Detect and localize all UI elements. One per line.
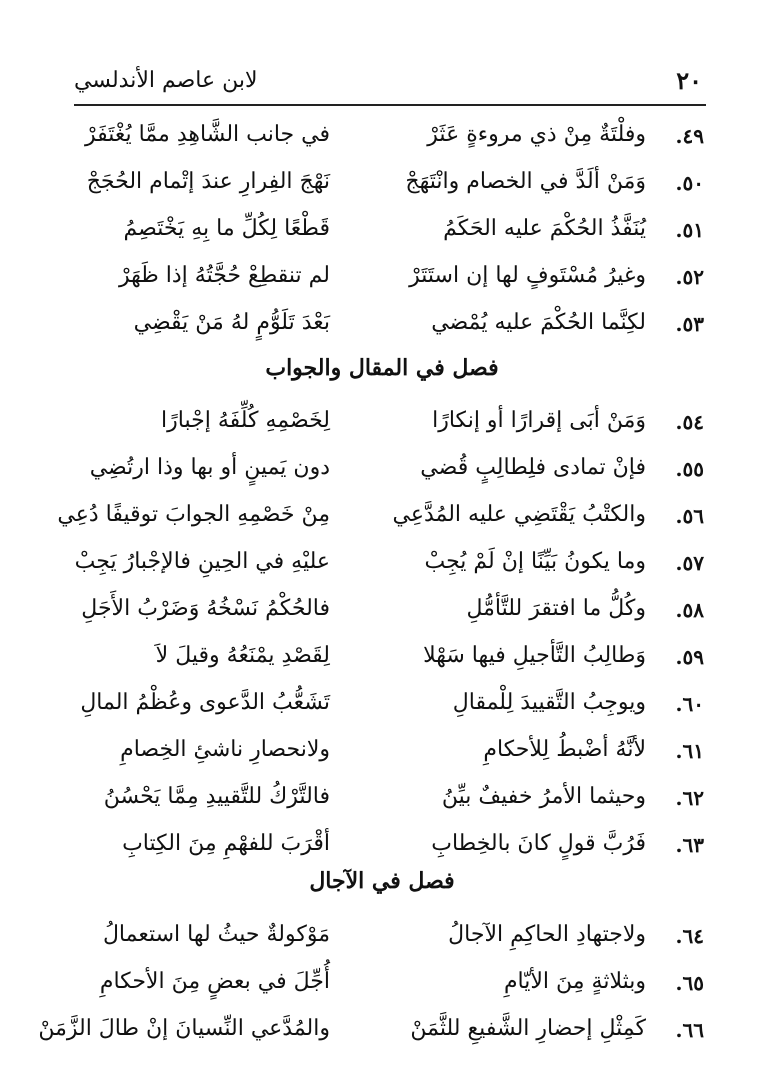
verse-number: ٦٦. [675, 1018, 704, 1042]
verse-number: ٦١. [675, 739, 704, 763]
first-hemistich: وَمَنْ أبَى إقرارًا أو إنكارًا [432, 408, 646, 433]
verse-row [0, 1012, 764, 1058]
second-hemistich: أقْرَبَ للفهْمِ مِنَ الكِتابِ [122, 831, 330, 856]
second-hemistich: لِقَصْدِ يمْنَعُهُ وقيلَ لاَ [155, 643, 330, 668]
verse-number: ٤٩. [675, 124, 704, 148]
verse-number: ٥٥. [675, 457, 704, 481]
first-hemistich: لكِنَّما الحُكْمَ عليه يُمْضي [431, 310, 646, 335]
verse-row [0, 165, 764, 211]
section-heading: فصل في المقال والجواب [265, 355, 499, 381]
first-hemistich: فَرُبَّ قولٍ كانَ بالخِطابِ [431, 831, 646, 856]
second-hemistich: تَشَعُّبُ الدَّعوى وعُظْمُ المالِ [80, 690, 330, 715]
verse-number: ٦٠. [675, 692, 704, 716]
verse-number: ٦٣. [675, 833, 704, 857]
verse-number: ٦٤. [675, 924, 704, 948]
second-hemistich: دون يَمينٍ أو بها وذا ارتُضِي [89, 455, 330, 480]
verse-row [0, 918, 764, 964]
second-hemistich: فالحُكْمُ نَسْخُهُ وَضَرْبُ الأَجَلِ [81, 596, 330, 621]
verse-number: ٥٧. [675, 551, 704, 575]
verse-row [0, 780, 764, 826]
second-hemistich: مَوْكولةٌ حيثُ لها استعمالُ [102, 922, 330, 947]
second-hemistich: نَهْجَ الفِرارِ عندَ إتْمام الحُجَجْ [86, 169, 330, 194]
verse-row [0, 212, 764, 258]
second-hemistich: والمُدَّعي النِّسيانَ إنْ طالَ الزَّمَنْ [38, 1016, 330, 1041]
page-number: ٢٠ [676, 66, 702, 95]
verse-row [0, 259, 764, 305]
first-hemistich: لأنَّهُ أضْبطُ لِلأحكامِ [483, 737, 646, 762]
first-hemistich: وحيثما الأمرُ خفيفٌ بيِّنُ [441, 784, 646, 809]
first-hemistich: فإنْ تمادى فلِطالِبٍ قُضي [420, 455, 646, 480]
first-hemistich: وفلْتَةٌ مِنْ ذي مروءةٍ عَثَرْ [427, 122, 646, 147]
second-hemistich: مِنْ خَصْمِهِ الجوابَ توقيفًا دُعِي [57, 502, 330, 527]
verse-row [0, 827, 764, 873]
verse-number: ٥٢. [675, 265, 704, 289]
verse-row [0, 965, 764, 1011]
verse-row [0, 686, 764, 732]
verse-row [0, 498, 764, 544]
second-hemistich: بَعْدَ تَلَوُّمٍ لهُ مَنْ يَقْضِي [133, 310, 330, 335]
second-hemistich: في جانب الشَّاهِدِ ممَّا يُغْتَفَرْ [85, 122, 330, 147]
running-title: لابن عاصم الأندلسي [74, 68, 258, 93]
verse-number: ٥٦. [675, 504, 704, 528]
verse-row [0, 545, 764, 591]
first-hemistich: يُنَفَّذُ الحُكْمَ عليه الحَكَمُ [443, 216, 646, 241]
verse-row [0, 639, 764, 685]
verse-number: ٥٣. [675, 312, 704, 336]
first-hemistich: وما يكونُ بَيِّنًا إنْ لَمْ يُجِبْ [424, 549, 646, 574]
page-header [74, 64, 706, 106]
first-hemistich: وَمَنْ ألَدَّ في الخصام وانْتَهَجْ [405, 169, 646, 194]
verse-row [0, 306, 764, 352]
verse-number: ٦٥. [675, 971, 704, 995]
first-hemistich: والكتْبُ يَقْتَضِي عليه المُدَّعِي [392, 502, 646, 527]
first-hemistich: وَطالِبُ التَّأجيلِ فيها سَهْلا [423, 643, 646, 668]
verse-number: ٥٠. [675, 171, 704, 195]
second-hemistich: ولانحصارِ ناشئِ الخِصامِ [120, 737, 330, 762]
second-hemistich: لِخَصْمِهِ كُلِّفَهُ إجْبارًا [161, 408, 330, 433]
second-hemistich: قَطْعًا لِكُلِّ ما بِهِ يَخْتَصِمُ [123, 216, 330, 241]
first-hemistich: ويوجِبُ التَّقييدَ لِلْمقالِ [452, 690, 646, 715]
second-hemistich: عليْهِ في الحِينِ فالإجْبارُ يَجِبْ [74, 549, 330, 574]
verse-row [0, 451, 764, 497]
verse-row [0, 118, 764, 164]
second-hemistich: لم تنقطِعْ حُجَّتُهُ إذا ظَهَرْ [118, 263, 330, 288]
verse-row [0, 404, 764, 450]
verse-row [0, 733, 764, 779]
verse-number: ٥٨. [675, 598, 704, 622]
verse-row [0, 592, 764, 638]
verse-number: ٥٩. [675, 645, 704, 669]
first-hemistich: وغيرُ مُسْتَوفٍ لها إن استَتَرْ [409, 263, 646, 288]
second-hemistich: أُجِّلَ في بعضٍ مِنَ الأحكامِ [99, 969, 330, 994]
first-hemistich: ولاجتهادِ الحاكِمِ الآجالُ [448, 922, 646, 947]
first-hemistich: وبثلاثةٍ مِنَ الأيّامِ [503, 969, 646, 994]
section-heading: فصل في الآجال [309, 868, 455, 894]
first-hemistich: وكُلُّ ما افتقرَ للتَّأمُّلِ [466, 596, 646, 621]
verse-number: ٦٢. [675, 786, 704, 810]
first-hemistich: كَمِثْلِ إحضارِ الشَّفيعِ للثَّمَنْ [410, 1016, 646, 1041]
second-hemistich: فالتَّرْكُ للتَّقييدِ مِمَّا يَحْسُنُ [103, 784, 330, 809]
verse-number: ٥٤. [675, 410, 704, 434]
verse-number: ٥١. [675, 218, 704, 242]
